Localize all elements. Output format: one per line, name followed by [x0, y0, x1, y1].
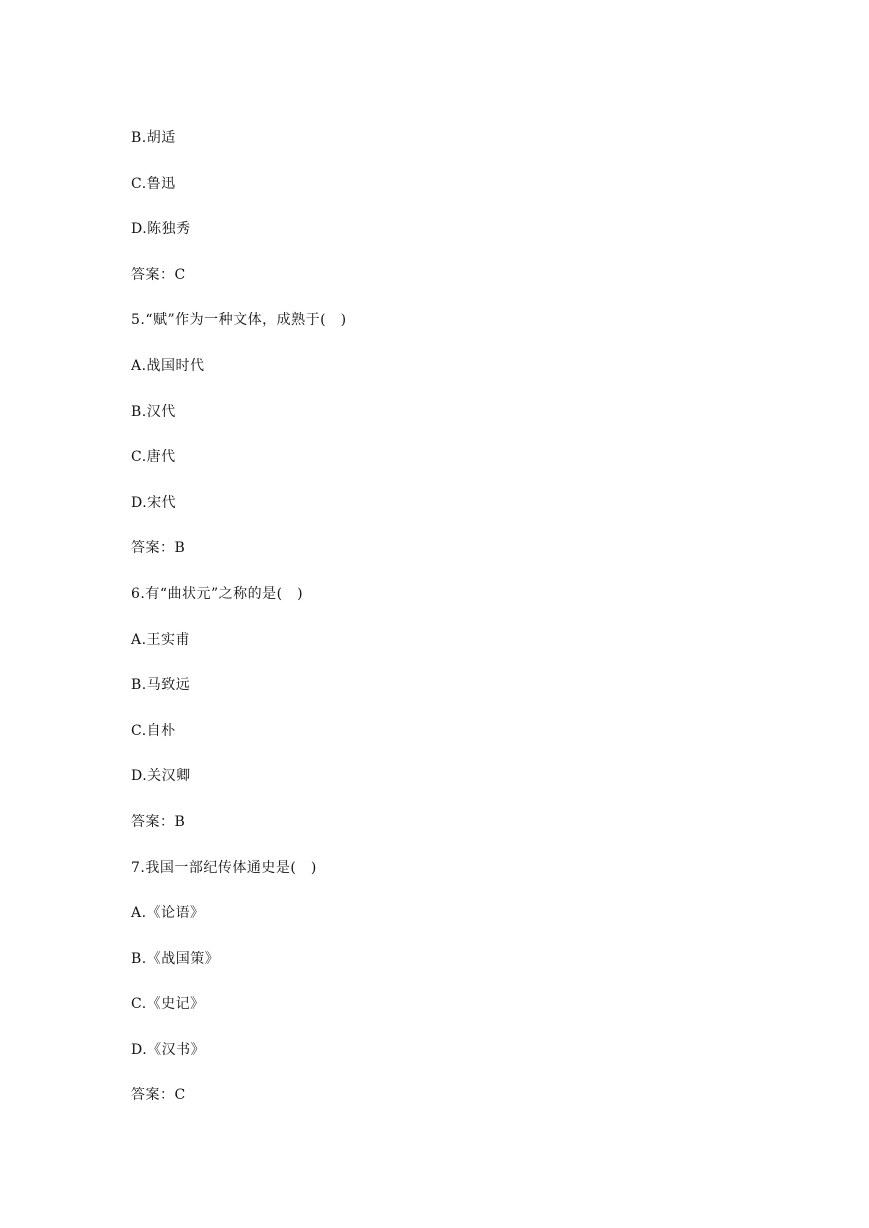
answer-q7: 答案：C — [131, 1087, 186, 1104]
option-b-q7: B.《战国策》 — [131, 950, 220, 967]
answer-q5: 答案：B — [131, 540, 186, 557]
option-a-q5: A.战国时代 — [131, 357, 205, 374]
question-7: 7.我国一部纪传体通史是( ) — [131, 859, 317, 876]
option-a-q7: A.《论语》 — [131, 905, 205, 922]
option-c-q5: C.唐代 — [131, 449, 176, 466]
question-6: 6.有“曲状元”之称的是( ) — [131, 585, 304, 602]
option-c-q6: C.自朴 — [131, 722, 176, 739]
option-d-q7: D.《汉书》 — [131, 1041, 206, 1058]
option-a-q6: A.王实甫 — [131, 631, 191, 648]
option-b-q5: B.汉代 — [131, 403, 176, 420]
option-c-q7: C.《史记》 — [131, 996, 205, 1013]
option-d-q6: D.关汉卿 — [131, 768, 191, 785]
answer-q6: 答案：B — [131, 813, 186, 830]
answer-q4: 答案：C — [131, 266, 186, 283]
option-b-q4: B.胡适 — [131, 130, 176, 146]
question-list — [131, 128, 771, 1131]
option-c-q4: C.鲁迅 — [131, 175, 176, 192]
option-b-q6: B.马致远 — [131, 677, 191, 694]
question-5: 5.“赋”作为一种文体，成熟于( ) — [131, 312, 347, 329]
option-d-q5: D.宋代 — [131, 494, 177, 511]
option-d-q4: D.陈独秀 — [131, 221, 191, 238]
